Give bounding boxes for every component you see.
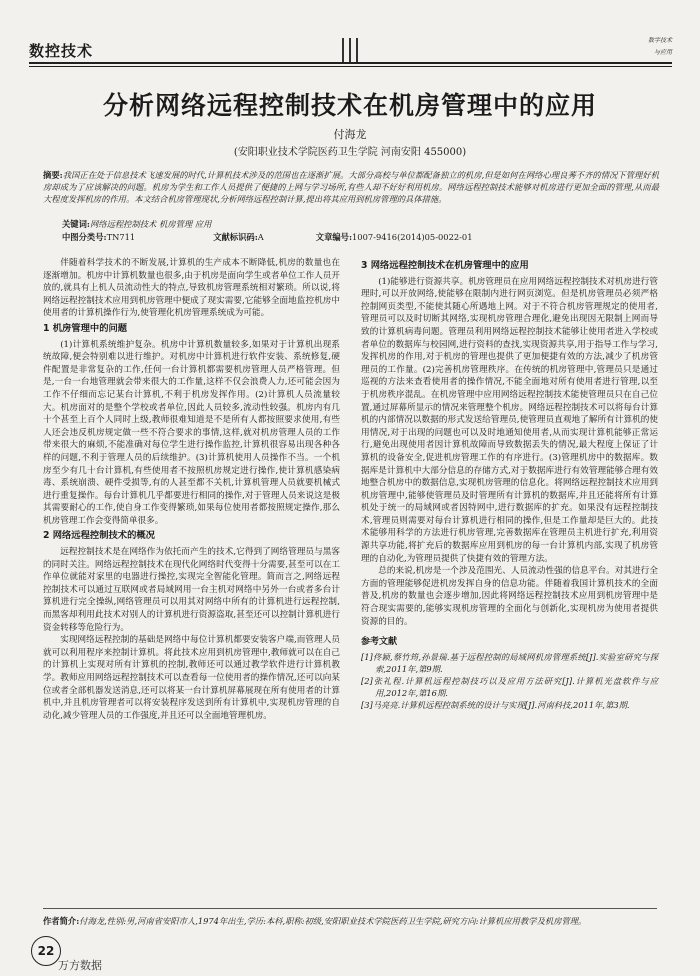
reference-item: [3]马亮亮.计算机远程控制系统的设计与实现[J].河南科技,2011年,第3期. [361,699,630,710]
section-3-heading: 3 网络远程控制技术在机房管理中的应用 [361,260,529,271]
article-number [316,231,473,243]
section-2-heading: 2 网络远程控制技术的概况 [43,530,155,542]
paper-title: 分析网络远程控制技术在机房管理中的应用 [102,91,597,120]
logo-line-2: 与应用 [653,49,672,56]
doc-code-value: A [257,232,264,242]
clc-value: TN711 [106,232,136,242]
logo-line-1: 数字技术 [647,37,672,44]
abstract-label: 摘要: [43,170,63,180]
abstract-text: 我国正在处于信息技术飞速发展的时代,计算机技术涉及的范围也在逐渐扩展。大部分高校与单位都配备独立的机房,但是如何在网络心理良莠不齐的情况下管理好机房却成为了应该解决的问题。机房为学生和工作人员提供了便捷的上网与学习场所,有些人却不好好利用机房。网络远程控制技术能够对机房进行更加全面的管理,从而最大程度发挥机房的作用。本文结合机房管理现状,分析网络远程控制计算,提出将其应用到机房管理的具体措施。 [43,170,659,204]
right-column [361,257,658,711]
keywords-label: 关键词: [62,219,90,229]
classification-line [62,231,473,243]
clc [62,231,135,243]
article-number-value: 1007-9416(2014)05-0022-01 [352,232,473,242]
paper-affiliation: (安阳职业技术学院医药卫生学院 河南安阳 455000) [233,147,467,158]
section-2-paragraph-1: 远程控制技术是在网络作为依托而产生的技术,它得到了网络管理员与黑客的同时关注。网络远程控制技术在现代化网络时代变得十分需要,甚至可以在工作单位就能对家里的电器进行操控,实现完全智能化管理。简而言之,网络远程控制技术可以通过互联网或者局域网用一台主机对网络中另外一台或者多台计算机进行完全操纵,网络管理员可以用其对网络中所有的计算机进行远程控制,而黑客却利用此技术对别人的计算机进行资源盗取,甚至还可以控制计算机进行资金转移等危险行为。 [43,547,340,633]
wanfang-watermark: 万方数据 [58,959,102,972]
section-1-heading: 1 机房管理中的问题 [43,322,128,334]
references-heading: 参考文献 [361,637,398,648]
clc-label: 中图分类号: [62,232,107,242]
author-note [43,914,663,928]
author-note-text: 付海龙,性别:男,河南省安阳市人,1974年出生,学历:本科,职称:初级,安阳职业技术学院医药卫生学院,研究方向:计算机应用教学及机房管理。 [79,916,587,926]
journal-logo [602,36,672,64]
abstract [43,169,659,205]
header-rule-thin [29,66,672,67]
keywords-text: 网络远程控制技术 机房管理 应用 [89,219,212,229]
keywords [62,218,211,230]
section-2-paragraph-2: 实现网络远程控制的基础是网络中每位计算机都要安装客户端,而管理人员就可以利用程序来控制计算机。将此技术应用到机房管理中,教师就可以在自己的计算机上实现对所有计算机的控制,教师还可以通过教学软件进行计算机教学。教师应用网络远程控制技术可以查看每一位使用者的操作情况,还可以向某位或者全部机器发送消息,还可以将某一台计算机屏幕展现在所有使用者的计算机中,并且机房管理者可以将安装程序发送到所有计算机中,实现机房管理的自动化,减少管理人员的工作强度,并且还可以全面地管理机房。 [43,635,340,721]
section-3-paragraph-2: 总的来说,机房是一个涉及范围光、人员流动性强的信息平台。对其进行全方面的管理能够促进机房发挥自身的信息功能。伴随着我国计算机技术的全面普及,机房的数量也会逐步增加,因此将网络远程控制技术应用到机房管理中是符合现实需要的,能够实现机房管理的全面化与创新化,实现机房为使用者提供资源的目的。 [361,566,658,627]
article-number-label: 文章编号: [315,232,353,242]
doc-code [213,231,264,243]
section-1-paragraph: (1)计算机系统维护复杂。机房中计算机数量较多,如果对于计算机出现系统故障,便会特别难以进行维护。对机房中计算机进行软件安装、系统修复,硬件配置是非常复杂的工作,任何一台计算机都需要机房管理人员严格管理。但是,一台一台地管理就会带来很大的工作量,这样不仅会浪费人力,还可能会因为工作不仔细而忘记某台计算机,不利于机房发挥作用。(2)计算机人员流量较大。机房面对的是整个学校或者单位,因此人员较多,流动性较强。机房内有几十个甚至上百个人同时上级,教师很难知道是不是所有人都按照要求使用,有些人还会违反机房规定做一些不符合要求的事情,这样,就对机房管理人员的工作带来很大的麻烦,不能准确对每位学生进行操作监控,计算机很容易出现各种各样的问题,不利于管理人员的后续维护。(3)计算机使用人员操作不当。一个机房至少有几十台计算机,有些使用者不按照机房规定进行操作,使计算机感染病毒、系统崩溃、硬件受损等,有的人甚至都不关机,计算机管理人员就要机械式进行重复操作。每台计算机几乎都要进行相同的操作,对于管理人员来说这是极其需要耐心的工作,使自身工作变得繁琐,如果每位使用者都按照规定操作,那么机房管理工作会变得简单很多。 [43,339,340,526]
header-rule-thick [29,62,672,64]
author-note-label: 作者简介: [43,916,80,926]
intro-paragraph: 伴随着科学技术的不断发展,计算机的生产成本不断降低,机房的数量也在逐渐增加。机房中计算机数量也很多,由于机房是面向学生或者单位工作人员开放的,就具有上机人员流动性大的特点,导致机房管理系统相对繁琐。所以说,将网络远程控制技术应用到机房管理中便成了现实需要,它能够全面地监控机房中使用者的计算机操作行为,使管理化机房管理系统成为可能。 [43,258,340,319]
doc-code-label: 文献标识码: [213,232,258,242]
section-3-paragraph-1: (1)能够进行资源共享。机房管理员在应用网络远程控制技术对机房进行管理时,可以开放网络,使能够在限制内进行网页浏览。但是机房管理员必须严格控制网页类型,不能使其随心所遇地上网。对于不符合机房管理规定的使用者,管理员可以及时切断其网络,实现机房管理合理化,避免出现因无限制上网而导致的计算机病毒问题。管理员利用网络远程控制技术能够让使用者进入学校或者单位的数据库与校园网,进行资料的查找,实现资源共享,用于指导工作与学习,发挥机房的作用,对于机房的管理也提供了更加便捷有效的方法,减少了机房管理员的工作量。(2)完善机房管理秩序。在传统的机房管理中,管理员只是通过巡视的方法来查看使用者的操作情况,不能全面地对所有使用者进行管理,以至于机房秩序混乱。在机房管理中应用网络远程控制技术能使管理员只在自己位置,通过屏幕所显示的情况来管理整个机房。网络远程控制技术可以将每台计算机的内部情况以数据的形式发送给管理员,使管理员直观地了解所有计算机的使用情况,对于出现的问题也可以及时地通知使用者,从而实现计算机能够正常运行,避免出现使用者因计算机故障而导致数据丢失的情况,最大程度上保证了计算机的设备安全,促进机房管理工作的有序进行。(3)管理机房中的数据库。数据库是计算机中大部分信息的存储方式,对于数据库进行有效管理能够合理有效地整合机房中的数据信息,实现机房管理的信息化。将网络远程控制技术应用到机房管理中,能够使管理员及时管理所有计算机的数据库,并且还能将所有计算机处于统一的局域网或者因特网中,进行数据库的扩充。如果没有远程控制技术,管理员则需要对每台计算机进行相同的操作,但是工作量却是巨大的。此技术能够用科学的方法进行机房管理,完善数据库在管理员主机进行扩充,利用资源共享功能,将扩充后的数据库应用到机房的每一台计算机内部,实现了机房管理的自动化,为管理员提供了快捷有效的管理方法。 [361,276,658,564]
left-column [43,257,340,722]
paper-author: 付海龙 [333,128,367,141]
page-number-badge: 22 [31,936,61,966]
reference-item: [2]张礼程.计算机远程控制技巧以及应用方法研究[J].计算机光盘软件与应用,2012年,第16期. [361,675,658,698]
header-bars-ornament [340,38,360,62]
column-name: 数控技术 [29,42,94,60]
reference-item: [1]佟颖,蔡竹筠,孙景瑞.基于远程控制的局域网机房管理系统[J].实验室研究与探索,2011年,第9期. [361,651,658,674]
footer-rule [43,908,657,909]
